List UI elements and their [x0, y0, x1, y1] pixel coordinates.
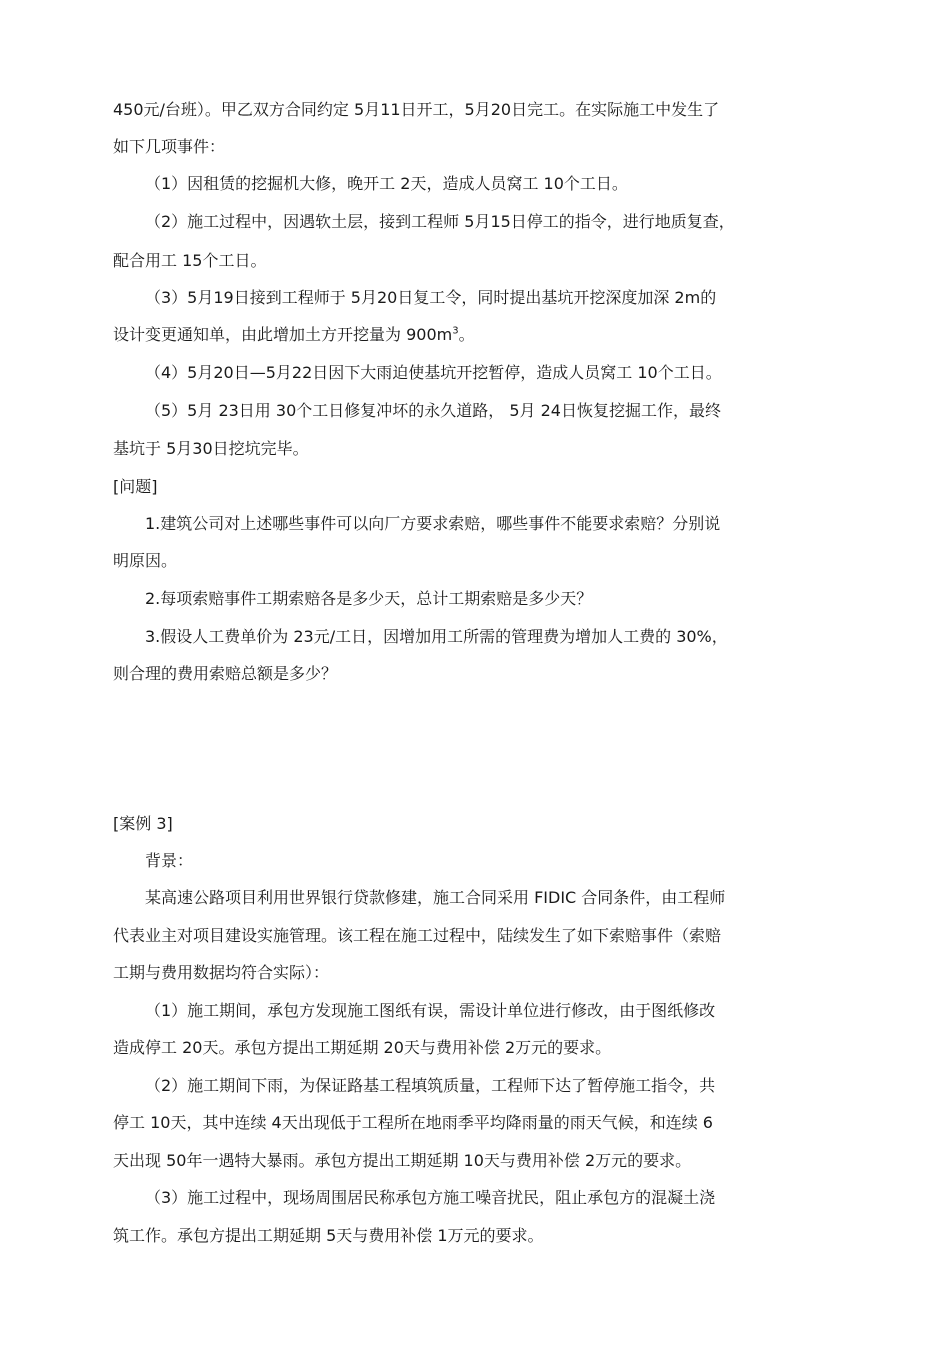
text-line: （1）因租赁的挖掘机大修，晚开工 2天，造成人员窝工 10个工日。: [145, 174, 628, 193]
text-line: 450元/台班）。甲乙双方合同约定 5月11日开工，5月20日完工。在实际施工中发生了: [113, 100, 720, 119]
text-span: 设计变更通知单，由此增加土方开挖量为 900m: [113, 325, 453, 344]
text-line: 造成停工 20天。承包方提出工期延期 20天与费用补偿 2万元的要求。: [113, 1038, 612, 1057]
text-line: 明原因。: [113, 551, 178, 570]
text-line: （4）5月20日—5月22日因下大雨迫使基坑开挖暂停，造成人员窝工 10个工日。: [145, 363, 722, 382]
text-line-with-superscript: [113, 325, 475, 345]
text-line: （2）施工过程中，因遇软土层，接到工程师 5月15日停工的指令，进行地质复查，: [145, 212, 735, 231]
text-line: 配合用工 15个工日。: [113, 251, 267, 270]
text-line: （3）施工过程中，现场周围居民称承包方施工噪音扰民，阻止承包方的混凝土浇: [145, 1188, 716, 1207]
text-line: 2.每项索赔事件工期索赔各是多少天，总计工期索赔是多少天？: [145, 589, 593, 608]
text-line: （2）施工期间下雨，为保证路基工程填筑质量，工程师下达了暂停施工指令，共: [145, 1076, 716, 1095]
text-line: （5）5月 23日用 30个工日修复冲坏的永久道路， 5月 24日恢复挖掘工作，最终: [145, 401, 721, 420]
section-heading: [案例 3]: [113, 814, 173, 833]
section-heading: [问题]: [113, 477, 158, 496]
text-line: 背景：: [145, 851, 194, 870]
text-line: 1.建筑公司对上述哪些事件可以向厂方要求索赔，哪些事件不能要求索赔？分别说: [145, 514, 721, 533]
text-line: （3）5月19日接到工程师于 5月20日复工令，同时提出基坑开挖深度加深 2m的: [145, 288, 717, 307]
text-line: 3.假设人工费单价为 23元/工日，因增加用工所需的管理费为增加人工费的 30%，: [145, 627, 728, 646]
text-line: 工期与费用数据均符合实际）：: [113, 963, 330, 982]
text-line: 如下几项事件：: [113, 137, 226, 156]
superscript: 3: [452, 325, 459, 337]
text-line: 代表业主对项目建设实施管理。该工程在施工过程中，陆续发生了如下索赔事件（索赔: [113, 926, 722, 945]
text-span: 。: [458, 325, 475, 344]
text-line: 某高速公路项目利用世界银行贷款修建，施工合同采用 FIDIC 合同条件，由工程师: [145, 888, 726, 907]
text-line: 天出现 50年一遇特大暴雨。承包方提出工期延期 10天与费用补偿 2万元的要求。: [113, 1151, 692, 1170]
text-line: 停工 10天，其中连续 4天出现低于工程所在地雨季平均降雨量的雨天气候，和连续 6: [113, 1113, 713, 1132]
text-line: 基坑于 5月30日挖坑完毕。: [113, 439, 309, 458]
text-line: （1）施工期间，承包方发现施工图纸有误，需设计单位进行修改，由于图纸修改: [145, 1001, 716, 1020]
text-line: 筑工作。承包方提出工期延期 5天与费用补偿 1万元的要求。: [113, 1226, 544, 1245]
text-line: 则合理的费用索赔总额是多少？: [113, 664, 338, 683]
